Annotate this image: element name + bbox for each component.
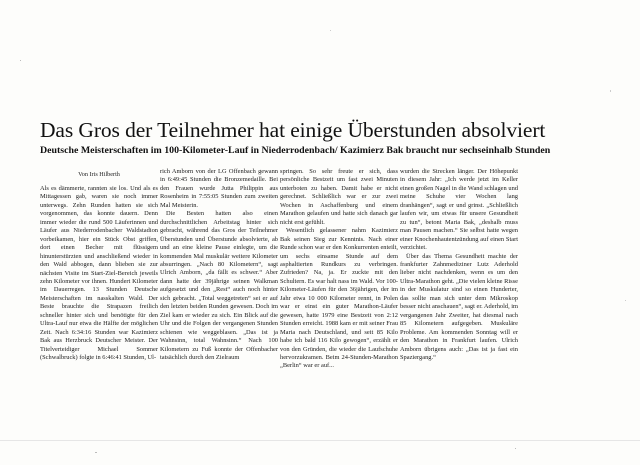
- paragraph: Die Besten hatten also einen durchschnittlichen Arbeitstag hinter sich gebracht, während das Gros der Teilnehmer Überstunden und Überstunde absolvierte, ab und an eine kleine Pause einlegte, um die kommenden Mal muskulär weitere Kilometer absurringen. „Nach 80 Kilometern“, sagt Ulrich Amborn, „da fällt es schwer.“ Aber dann hatte der 39jährige seinen Walkman aufgesetzt und den „Rest“ auch noch hinter sich gebracht. „Total weggetreten“ sei er auf den letzten beiden Runden gewesen. Doch im Ziel kam er wieder zu sich. Ein Blick auf die Uhr und die Folgen der vergangenen Stunden schienen wie weggeblasen. „Das ist ja Wahnsinn, total Wahnsinn.“ Nach 100 Kilometern zu Fuß konnte der Offenbacher tatsächlich durch den Zielraum: [160, 210, 278, 361]
- paragraph: springen. So sehr freute er sich, dass persönliche Bestzeit um fast zwei Minuten unterboten zu haben. Damit habe er nicht gerechnet. Schließlich war er zur zwei Wochen in Aschaffenburg und einem Marathon gelaufen und hatte sich danach gar nicht erst gefühlt.: [280, 168, 398, 226]
- article-headline: Das Gros der Teilnehmer hat einige Überstunden absolviert: [40, 118, 546, 142]
- paragraph: Als es dämmerte, rannten sie los. Und als es Mittagessen gab, waren sie noch immer unterwegs. Zehn Runden hatten sie sich vorgenommen, das konnte dauern. Denn immer wieder die rund 500 Läuferinnen und Läufer aus Niederrodenbacher Waldstadion vorbeikamen, hier ein Stück Obst griffen, dort einen Becher mit flüssigem hinunterstürzten und anschließend wieder in den Wald abbogen, dann blieben sie zur nächsten Visite im Start-Ziel-Bereich jeweils zehn Kilometer vor ihnen. Hundert Kilometer im Dauerregen. 13 Stunden Deutsche Meisterschaften im nasskalten Wald. Der Beste brauchte die Strapazen freilich schneller hinter sich und benötigte für den Ultra-Lauf nur etwa die Hälfte der möglichen Zeit. Nach 6:34:16 Stunden war Kazimierz Bak aus Herzbruck Deutscher Meister. Der Titelverteidiger Michael Sommer (Schwalbruck) folgte in 6:46:41 Stunden, Ul-: [40, 185, 158, 362]
- paragraph: Über das Thema Gesundheit machte der frankfurter Zahnmediziner Lutz Aderhold lieber nicht nachdenken, wenn es um den Ultra-Marathon geht. „Die vielen kleine Risse in der Muskulatur sind so einen Hunderter, das sollte man sich unter dem Mikroskop besser nicht anschauen“, sagt er. Aderhold, im vergangenen Jahr Zweiter, hat diesmal nach 85 Kilometern aufgegeben. Muskuläre Probleme. Am kommenden Sonntag will er den Marathon in Frankfurt laufen. Ulrich Amborn übrigens auch: „Das ist ja fast ein Spaziergang.“: [400, 252, 518, 361]
- article-column-3: [280, 168, 398, 436]
- scan-edge: [0, 440, 640, 441]
- paragraph: wurden die Strecken länger. Der Höhepunkt in diesem Jahr: „Ich werde jetzt im Keller einen großen Nagel in die Wand schlagen und meine Schuhe vier Wochen lang dranhängen“, sagt er und grinst. „Schließlich laufen wir, um etwas für unsere Gesundheit zu tun“, betont Maria Bak, „deshalb muss man Pausen machen.“ Sie selbst hatte wegen einer Knochenhautentzündung auf einen Start verzichtet.: [400, 168, 518, 252]
- article-subheadline: Deutsche Meisterschaften im 100-Kilometer-Lauf in Niederrodenbach/ Kazimierz Bak braucht nur sechseinhalb Stunden: [40, 145, 551, 156]
- article-column-2: [160, 168, 278, 436]
- paragraph: Wesentlich gelassener nahm Kazimierz Bak seinen Sieg zur Kenntnis. Nach einer Runde schon war er den Konkurrenten enteilt, um sechs einsame Stunde auf dem asphaltierten Rundkurs zu verbringen. Zufrieden? Na, ja. Er zuckte mit den Schultern. Es war halt nass im Wald. Vor 100-Kilometer-Läufen für den 36jährigen, der im Jahr etwa 10 000 Kilometer rennt, in Polen war er einst ein guter Marathon-Läufer gewesen, hatte 1979 eine Bestzeit von 2:12 Stunden erreicht. 1988 kam er mit seiner Frau Maria nach Deutschland, und seit 85 Kilo habe ich bald 116 Kilo gewogen“, erzählt er von den Gründen, die wieder die Laufschuhe hervorzukramen. Beim 24-Stunden-Marathon „Berlin“ war er auf...: [280, 227, 398, 370]
- article-column-4: [400, 168, 518, 436]
- article-column-1: [40, 168, 158, 436]
- paragraph: rich Amborn von der LG Offenbach gewann in 6:49:45 Stunden die Bronzemedaille. Bei den Frauen wurde Jutta Philippin aus Rosenheim in 7:55:05 Stunden zum zweiten Mal Meisterin.: [160, 168, 278, 209]
- article-byline: Von Iris Hilberth: [78, 171, 120, 178]
